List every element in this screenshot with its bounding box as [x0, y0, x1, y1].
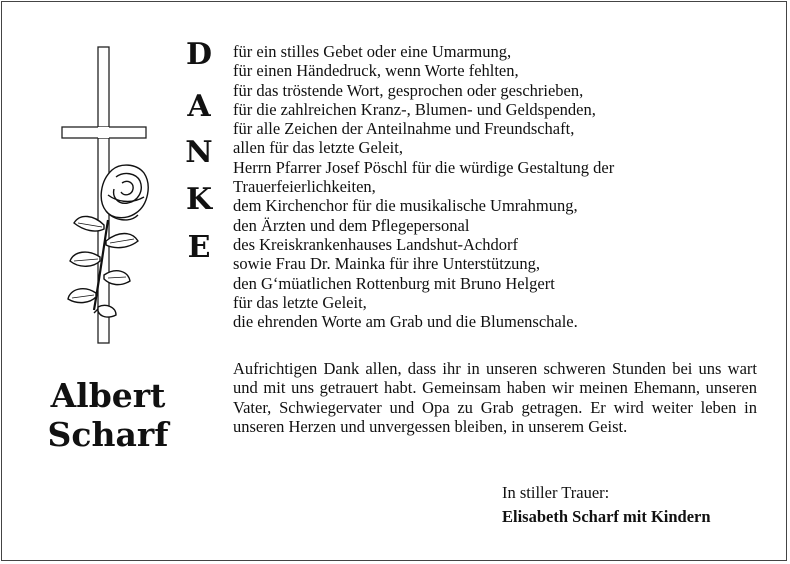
danke-letter: N: [185, 135, 213, 170]
gratitude-line: für alle Zeichen der Anteilnahme und Freundschaft,: [233, 119, 575, 139]
gratitude-list: [233, 42, 763, 331]
signature-intro: In stiller Trauer:: [502, 483, 610, 502]
gratitude-line: Trauerfeierlichkeiten,: [233, 177, 376, 197]
danke-letter: D: [185, 37, 212, 72]
gratitude-line: für ein stilles Gebet oder eine Umarmung,: [233, 42, 512, 61]
gratitude-line: den G‘müatlichen Rottenburg mit Bruno Helgert: [233, 273, 555, 293]
gratitude-line: allen für das letzte Geleit,: [233, 138, 403, 158]
gratitude-line: für das tröstende Wort, gesprochen oder geschrieben,: [233, 80, 584, 100]
danke-letter: K: [185, 182, 213, 217]
obituary-card: [1, 1, 787, 561]
gratitude-line: für die zahlreichen Kranz-, Blumen- und Geldspenden,: [233, 99, 596, 119]
deceased-name: [38, 376, 178, 454]
signature-signer: Elisabeth Scharf mit Kindern: [502, 507, 711, 526]
gratitude-line: dem Kirchenchor für die musikalische Umrahmung,: [233, 196, 578, 216]
gratitude-line: die ehrenden Worte am Grab und die Blumenschale.: [233, 312, 578, 332]
deceased-last-name: Scharf: [47, 415, 169, 454]
gratitude-line: des Kreiskrankenhauses Landshut-Achdorf: [233, 234, 518, 254]
gratitude-line: sowie Frau Dr. Mainka für ihre Unterstützung,: [233, 254, 541, 274]
danke-letter: A: [187, 89, 211, 124]
gratitude-line: den Ärzten und dem Pflegepersonal: [233, 215, 470, 235]
deceased-first-name: Albert: [50, 376, 166, 415]
cross-with-rose-icon: [60, 45, 150, 345]
gratitude-line: Herrn Pfarrer Josef Pöschl für die würdige Gestaltung der: [233, 157, 615, 177]
gratitude-line: für einen Händedruck, wenn Worte fehlten,: [233, 61, 519, 81]
danke-letter: E: [187, 230, 211, 265]
closing-paragraph: Aufrichtigen Dank allen, dass ihr in unseren schweren Stunden bei uns wart und mit uns getrauert habt. Gemeinsam haben wir meinen Ehemann, unseren Vater, Schwiegervater und Opa zu Grab getragen. Er wird weiter leben in unseren Herzen und unvergessen bleiben, in unserem Geist.: [233, 359, 757, 436]
gratitude-line: für das letzte Geleit,: [233, 292, 367, 312]
